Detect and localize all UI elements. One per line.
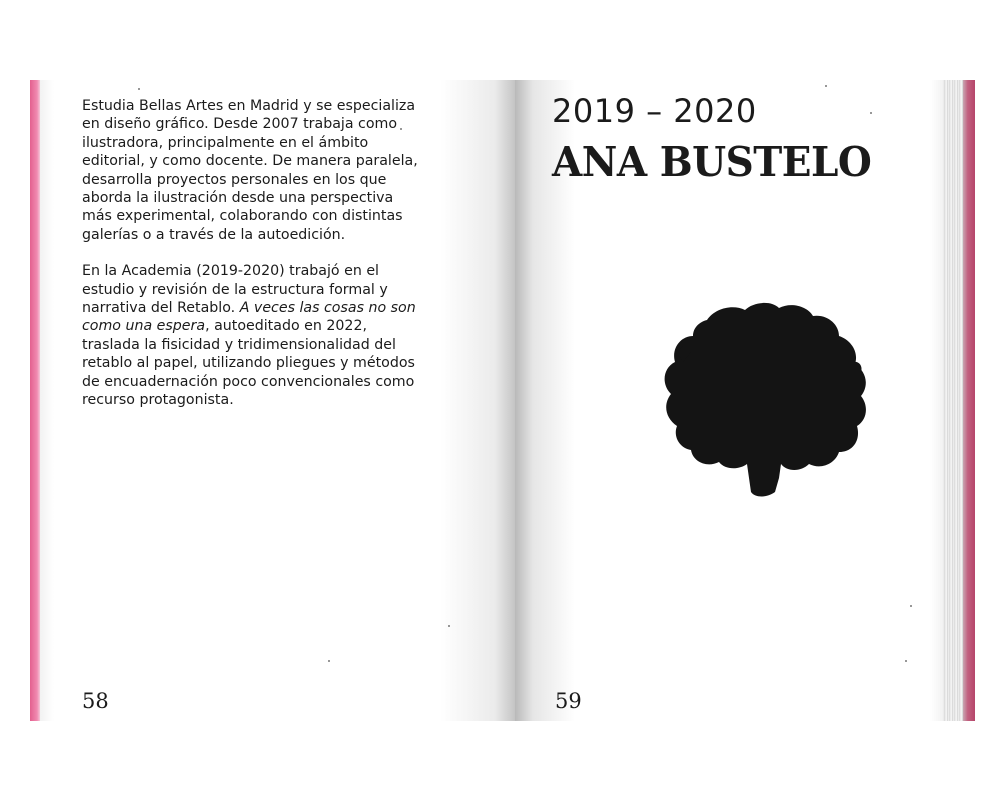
project-paragraph — [82, 262, 427, 409]
left-page — [40, 80, 515, 721]
page-number-left: 58 — [82, 689, 109, 713]
right-page — [515, 80, 945, 721]
artist-name-heading: ANA BUSTELO — [552, 138, 872, 186]
project-paragraph-intro: En la Academia (2019-2020) trabajó en el estudio y revisión de la estructura formal y narrativa del Retablo. — [82, 263, 388, 317]
paper-speck — [448, 625, 450, 627]
page-stack-edge — [943, 80, 963, 721]
right-page-edge — [963, 80, 975, 721]
paper-speck — [870, 112, 872, 114]
tree-silhouette-illustration — [655, 302, 885, 502]
paper-speck — [825, 85, 827, 87]
paper-speck — [910, 605, 912, 607]
paper-speck — [905, 660, 907, 662]
book-spread — [30, 80, 975, 721]
project-title: A veces las cosas no son como una espera — [82, 300, 416, 335]
biography-text — [82, 97, 427, 428]
page-number-right: 59 — [555, 689, 582, 713]
project-paragraph-rest: , autoeditado en 2022, traslada la fisicidad y tridimensionalidad del retablo al papel, utilizando pliegues y métodos de encuadernación poco convencionales como recurso protagonista. — [82, 318, 415, 409]
years-heading: 2019 – 2020 — [552, 92, 757, 130]
paper-speck — [328, 660, 330, 662]
left-page-edge — [30, 80, 40, 721]
paper-speck — [138, 88, 140, 90]
paper-speck — [400, 128, 402, 130]
biography-paragraph: Estudia Bellas Artes en Madrid y se especializa en diseño gráfico. Desde 2007 trabaja como ilustradora, principalmente en el ámbito editorial, y como docente. De manera paralela, desarrolla proyectos personales en los que aborda la ilustración desde una perspectiva más experimental, colaborando con distintas galerías o a través de la autoedición. — [82, 98, 418, 243]
